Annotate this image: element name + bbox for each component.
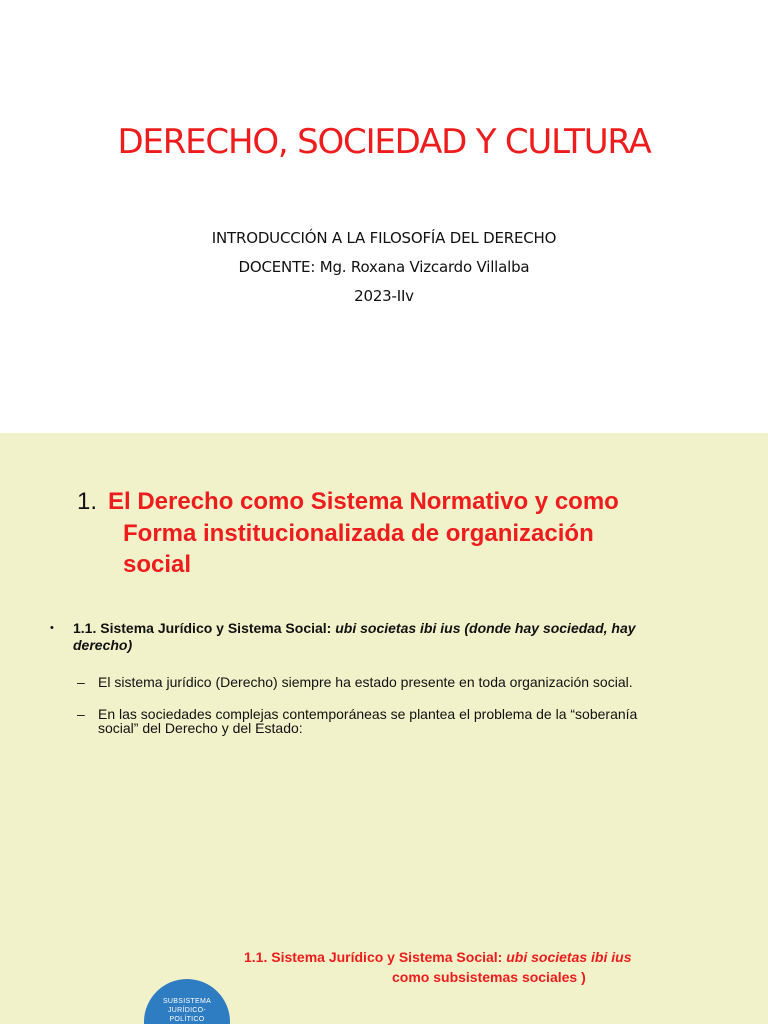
caption-bold-text: 1.1. Sistema Jurídico y Sistema Social: xyxy=(244,949,507,965)
dash-marker: – xyxy=(77,706,85,722)
sub-bullet-text: El sistema jurídico (Derecho) siempre ha estado presente en toda organización social. xyxy=(98,674,633,690)
circle-label: SUBSISTEMA xyxy=(162,998,212,1005)
sub-bullet xyxy=(77,675,677,689)
bullet-text xyxy=(50,620,680,654)
section-heading xyxy=(77,486,697,581)
course-name: INTRODUCCIÓN A LA FILOSOFÍA DEL DERECHO xyxy=(211,229,557,247)
caption-line-2: como subsistemas sociales ) xyxy=(392,969,586,985)
title-slide xyxy=(0,0,768,432)
sub-bullet xyxy=(77,707,677,735)
bullet-bold-text: 1.1. Sistema Jurídico y Sistema Social: xyxy=(73,620,336,636)
heading-number: 1. xyxy=(77,488,98,515)
bullet-point xyxy=(50,620,680,654)
sub-bullet-text: En las sociedades complejas contemporáneas se plantea el problema de la “soberanía social” del Derecho y del Estado: xyxy=(98,706,638,736)
term-label: 2023-IIv xyxy=(354,287,414,305)
heading-line: Forma institucionalizada de organización xyxy=(123,519,594,547)
subsystem-circle xyxy=(144,979,230,1024)
bullet-marker: • xyxy=(50,622,54,634)
slide-title: DERECHO, SOCIEDAD Y CULTURA xyxy=(117,122,651,162)
teacher-name: DOCENTE: Mg. Roxana Vizcardo Villalba xyxy=(238,258,530,276)
bullet-italic-text: ubi societas ibi ius (donde hay sociedad, hay derecho) xyxy=(73,620,636,653)
caption-italic-text: ubi societas ibi ius xyxy=(506,949,632,965)
dash-marker: – xyxy=(77,674,85,690)
circle-label: JURÍDICO- xyxy=(167,1007,207,1014)
heading-line: social xyxy=(123,551,192,578)
heading-line: El Derecho como Sistema Normativo y como xyxy=(108,488,619,515)
circle-label: POLÍTICO xyxy=(169,1016,205,1023)
content-slide xyxy=(0,433,768,1024)
caption-line-1 xyxy=(244,947,632,967)
